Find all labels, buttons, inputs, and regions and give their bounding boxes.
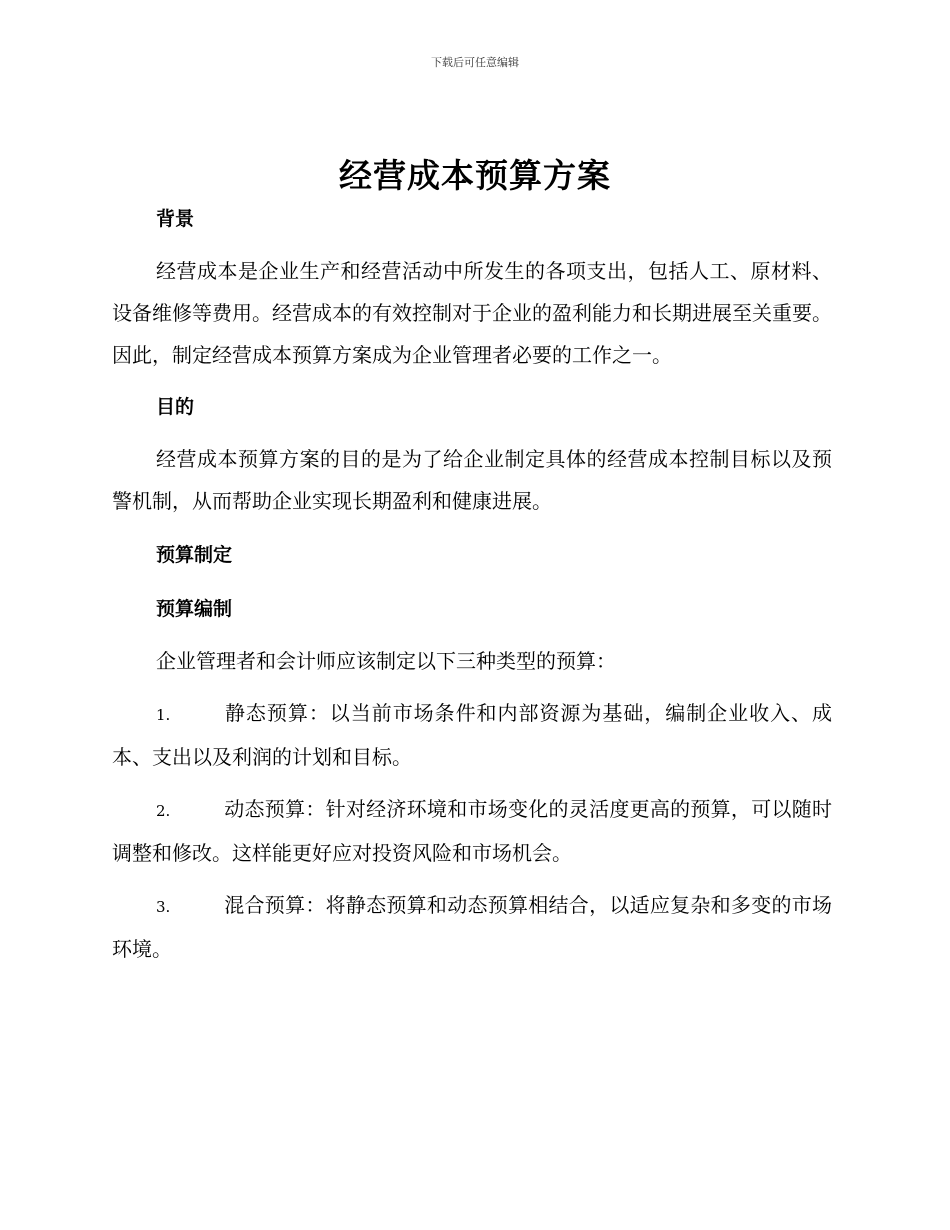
header-note: 下载后可任意编辑 [431, 56, 519, 69]
list-item-text: 静态预算：以当前市场条件和内部资源为基础，编制企业收入、成本、支出以及利润的计划和目标。 [112, 701, 832, 769]
list-item-text: 动态预算：针对经济环境和市场变化的灵活度更高的预算，可以随时调整和修改。这样能更好应对投资风险和市场机会。 [112, 797, 832, 865]
list-item-number: 3. [156, 898, 171, 916]
section-heading-budget-compiling: 预算编制 [156, 598, 233, 620]
list-item-number: 2. [156, 802, 171, 820]
section-heading-background: 背景 [156, 208, 195, 230]
paragraph-background: 经营成本是企业生产和经营活动中所发生的各项支出，包括人工、原材料、设备维修等费用。经营成本的有效控制对于企业的盈利能力和长期进展至关重要。因此，制定经营成本预算方案成为企业管理者必要的工作之一。 [112, 259, 832, 367]
section-heading-purpose: 目的 [156, 396, 195, 418]
list-item [112, 788, 832, 874]
list-item-text: 混合预算：将静态预算和动态预算相结合，以适应复杂和多变的市场环境。 [112, 893, 832, 961]
paragraph-purpose: 经营成本预算方案的目的是为了给企业制定具体的经营成本控制目标以及预警机制，从而帮助企业实现长期盈利和健康进展。 [112, 447, 832, 513]
document-body [112, 196, 832, 970]
list-item [112, 884, 832, 970]
list-item-number: 1. [156, 706, 171, 724]
section-heading-budget-making: 预算制定 [156, 544, 233, 566]
paragraph-budget-intro: 企业管理者和会计师应该制定以下三种类型的预算： [156, 649, 616, 673]
list-item [112, 692, 832, 778]
document-title: 经营成本预算方案 [339, 156, 611, 195]
